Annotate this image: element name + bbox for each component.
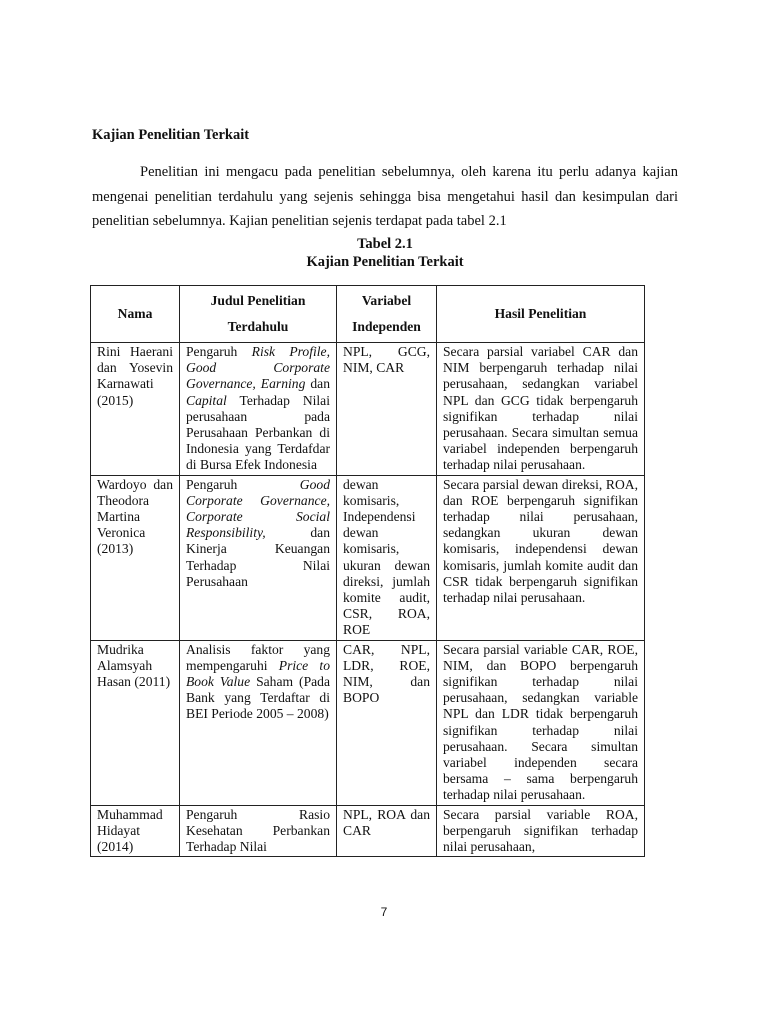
judul-part: Pengaruh bbox=[186, 344, 252, 359]
judul-part: Pengaruh Rasio Kesehatan Perbankan Terhadap Nilai bbox=[186, 806, 330, 855]
cell-nama: Muhammad Hidayat (2014) bbox=[91, 805, 180, 857]
judul-part: Pengaruh bbox=[186, 476, 300, 492]
judul-part-italic: Good Corporate Governance, Corporate Social Responsibility, bbox=[186, 476, 330, 541]
cell-judul bbox=[180, 343, 337, 476]
judul-part-italic: Risk Profile, Good Corporate Governance, Earning bbox=[186, 344, 330, 392]
header-hasil: Hasil Penelitian bbox=[437, 286, 645, 343]
table-row bbox=[91, 640, 645, 805]
cell-variabel: NPL, GCG, NIM, CAR bbox=[337, 343, 437, 476]
judul-part: Saham (Pada Bank yang Terdaftar di BEI Periode 2005 – 2008) bbox=[186, 674, 331, 722]
header-variabel-line2: Independen bbox=[352, 319, 421, 334]
cell-judul bbox=[180, 475, 337, 640]
header-nama: Nama bbox=[91, 286, 180, 343]
header-judul-line2: Terdahulu bbox=[227, 319, 289, 334]
cell-nama: Wardoyo dan Theodora Martina Veronica (2013) bbox=[91, 475, 180, 640]
cell-nama: Rini Haerani dan Yosevin Karnawati (2015) bbox=[91, 343, 180, 476]
header-variabel bbox=[337, 286, 437, 343]
cell-judul bbox=[180, 640, 337, 805]
header-variabel-line1: Variabel bbox=[361, 293, 412, 308]
table-title: Kajian Penelitian Terkait bbox=[306, 254, 464, 270]
judul-part: dan Kinerja Keuangan Terhadap Nilai Perusahaan bbox=[186, 525, 330, 589]
table-header-row bbox=[91, 286, 645, 343]
cell-hasil: Secara parsial variable CAR, ROE, NIM, dan BOPO berpengaruh signifikan terhadap nilai perusahaan, sedangkan variable NPL dan LDR tidak berpengaruh signifikan terhadap nilai perusahaan. Secara simultan variabel independen secara bersama – sama berpengaruh terhadap nilai perusahaan. bbox=[437, 640, 645, 805]
intro-paragraph: Penelitian ini mengacu pada penelitian sebelumnya, oleh karena itu perlu adanya kajian mengenai penelitian terdahulu yang sejenis sehingga bisa mengetahui hasil dan kesimpulan dari penelitian sebelumnya. Kajian penelitian sejenis terdapat pada tabel 2.1 bbox=[92, 164, 678, 229]
judul-part-italic: Capital bbox=[186, 392, 227, 408]
cell-hasil: Secara parsial dewan direksi, ROA, dan ROE berpengaruh signifikan terhadap nilai perusahaan, sedangkan ukuran dewan komisaris, independensi dewan komisaris, jumlah komite audit dan CSR tidak berpengaruh signifikan terhadap nilai perusahaan. bbox=[437, 475, 645, 640]
section-heading: Kajian Penelitian Terkait bbox=[92, 127, 250, 143]
table-row bbox=[91, 343, 645, 476]
header-judul bbox=[180, 286, 337, 343]
cell-variabel: NPL, ROA dan CAR bbox=[337, 805, 437, 857]
cell-nama: Mudrika Alamsyah Hasan (2011) bbox=[91, 640, 180, 805]
table-row bbox=[91, 805, 645, 857]
judul-part: dan bbox=[305, 376, 330, 392]
header-judul-line1: Judul Penelitian bbox=[210, 293, 306, 308]
judul-part-italic: Price to Book Value bbox=[186, 657, 330, 690]
cell-variabel: CAR, NPL, LDR, ROE, NIM, dan BOPO bbox=[337, 640, 437, 805]
research-table bbox=[90, 285, 645, 857]
page-number: 7 bbox=[380, 905, 388, 919]
table-row bbox=[91, 475, 645, 640]
judul-part: Terhadap Nilai perusahaan pada Perusahaan Perbankan di Indonesia yang Terdafdar di Bursa Efek Indonesia bbox=[186, 392, 330, 473]
judul-part: Analisis faktor yang mempengaruhi bbox=[186, 641, 330, 673]
cell-judul bbox=[180, 805, 337, 857]
cell-hasil: Secara parsial variable ROA, berpengaruh signifikan terhadap nilai perusahaan, bbox=[437, 805, 645, 857]
table-number: Tabel 2.1 bbox=[357, 236, 413, 252]
cell-variabel: dewan komisaris, Independensi dewan komisaris, ukuran dewan direksi, jumlah komite audit, CSR, ROA, ROE bbox=[337, 475, 437, 640]
cell-hasil: Secara parsial variabel CAR dan NIM berpengaruh terhadap nilai perusahaan, sedangkan variabel NPL dan GCG tidak berpengaruh signifikan terhadap nilai perusahaan. Secara simultan semua variabel independen berpengaruh terhadap nilai perusahaan. bbox=[437, 343, 645, 476]
